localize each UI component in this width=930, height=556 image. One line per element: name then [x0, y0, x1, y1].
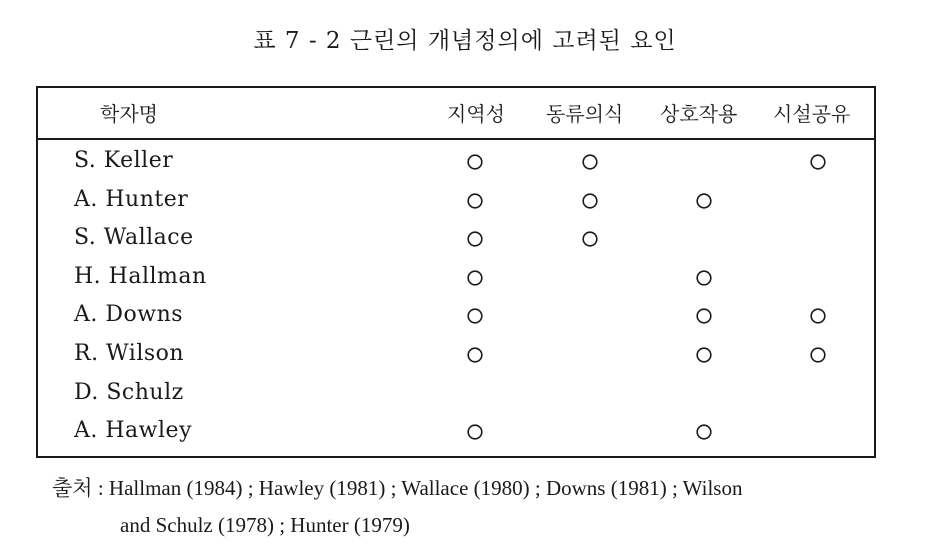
- circle-mark-icon: [696, 308, 712, 324]
- table-row: [38, 221, 874, 259]
- circle-mark-icon: [582, 231, 598, 247]
- circle-mark-icon: [467, 270, 483, 286]
- circle-mark-icon: [467, 347, 483, 363]
- table-row: [38, 376, 874, 414]
- table-row: [38, 144, 874, 182]
- table-row: [38, 298, 874, 336]
- source-label: 출처 :: [52, 476, 104, 500]
- factor-table: [36, 86, 876, 458]
- table-title: 표 7 - 2 근린의 개념정의에 고려된 요인: [253, 28, 677, 54]
- header-shared-facilities: 시설공유: [773, 102, 851, 126]
- scholar-name: R. Wilson: [74, 341, 185, 366]
- source-line-1: Hallman (1984) ; Hawley (1981) ; Wallace (1980) ; Downs (1981) ; Wilson: [108, 476, 743, 500]
- circle-mark-icon: [810, 154, 826, 170]
- table-header-row: [38, 88, 874, 140]
- circle-mark-icon: [467, 308, 483, 324]
- table-row: [38, 260, 874, 298]
- circle-mark-icon: [696, 347, 712, 363]
- scholar-name: S. Keller: [74, 148, 174, 173]
- table-row: [38, 337, 874, 375]
- circle-mark-icon: [696, 193, 712, 209]
- scholar-name: D. Schulz: [74, 379, 184, 405]
- circle-mark-icon: [810, 347, 826, 363]
- circle-mark-icon: [467, 231, 483, 247]
- header-scholar-name: 학자명: [100, 102, 158, 126]
- header-interaction: 상호작용: [660, 102, 738, 126]
- circle-mark-icon: [696, 270, 712, 286]
- scholar-name: A. Downs: [74, 302, 184, 328]
- circle-mark-icon: [696, 424, 712, 440]
- source-line-2: and Schulz (1978) ; Hunter (1979): [120, 513, 410, 537]
- table-row: [38, 183, 874, 221]
- circle-mark-icon: [810, 308, 826, 324]
- source-note: [52, 470, 872, 544]
- table-row: [38, 414, 874, 452]
- header-locality: 지역성: [447, 102, 505, 126]
- scholar-name: S. Wallace: [74, 225, 194, 251]
- header-fellowship: 동류의식: [546, 102, 624, 126]
- circle-mark-icon: [467, 193, 483, 209]
- circle-mark-icon: [582, 154, 598, 170]
- scholar-name: A. Hawley: [74, 418, 192, 444]
- circle-mark-icon: [582, 193, 598, 209]
- circle-mark-icon: [467, 154, 483, 170]
- circle-mark-icon: [467, 424, 483, 440]
- scholar-name: A. Hunter: [74, 186, 189, 212]
- scholar-name: H. Hallman: [74, 263, 207, 289]
